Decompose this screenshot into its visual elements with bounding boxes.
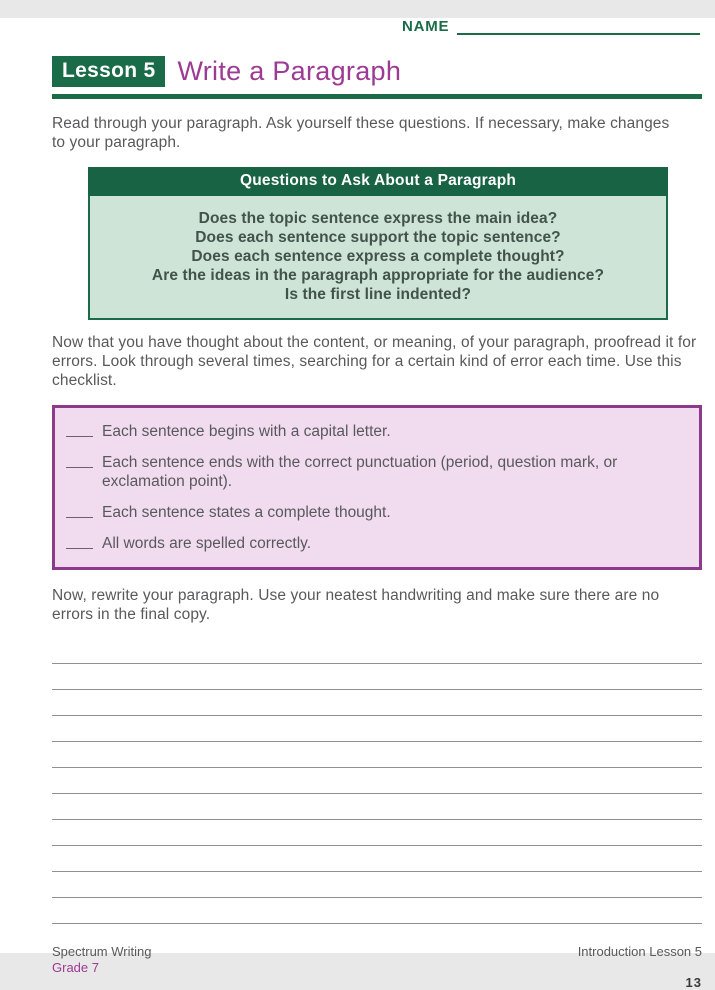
writing-line [52,872,702,898]
writing-line [52,768,702,794]
footer-series: Spectrum Writing [52,944,152,959]
writing-lines-area [52,638,702,924]
writing-line [52,794,702,820]
name-label: NAME [402,18,450,35]
footer-lesson-ref: Introduction Lesson 5 [577,944,702,959]
writing-line [52,898,702,924]
questions-box [88,167,668,320]
page-title: Write a Paragraph [177,56,402,86]
footer-left [52,944,151,990]
lesson-badge: Lesson 5 [52,56,165,87]
checklist-box [52,405,702,570]
writing-line [52,664,702,690]
questions-box-body [88,196,668,320]
question-item: Are the ideas in the paragraph appropriate for the audience? [151,267,605,284]
checklist-item-text: Each sentence states a complete thought. [102,504,391,521]
writing-line [52,742,702,768]
checklist-item-text: All words are spelled correctly. [102,535,312,552]
question-item: Does each sentence express a complete thought? [191,248,565,265]
page-number: 13 [685,975,702,990]
page-footer [52,944,702,990]
checklist-item [66,453,685,491]
writing-line [52,690,702,716]
checklist-item-text: Each sentence begins with a capital letter. [102,423,391,440]
checklist-blank-line [66,503,93,518]
rewrite-paragraph: Now, rewrite your paragraph. Use your neatest handwriting and make sure there are no errors in the final copy. [52,587,660,623]
checklist-item [66,534,685,553]
footer-right [578,944,702,990]
question-item: Is the first line indented? [284,286,472,303]
checklist-blank-line [66,453,93,468]
checklist-item [66,422,685,441]
lesson-header [52,56,702,87]
question-item: Does each sentence support the topic sentence? [195,229,561,246]
page-content [52,56,702,990]
writing-line [52,846,702,872]
checklist-blank-line [66,534,93,549]
checklist-item-text: Each sentence ends with the correct punctuation (period, question mark, or exclamation point). [102,454,618,490]
checklist-item [66,503,685,522]
header-divider-rule [52,94,702,99]
proofread-paragraph: Now that you have thought about the content, or meaning, of your paragraph, proofread it for errors. Look through several times, searching for a certain kind of error each time. Use this checklist. [52,334,697,389]
name-writing-line [457,21,700,35]
writing-line [52,638,702,664]
question-item: Does the topic sentence express the main idea? [198,210,558,227]
intro-paragraph: Read through your paragraph. Ask yourself these questions. If necessary, make changes to your paragraph. [52,115,670,151]
name-row [402,18,700,35]
questions-box-title: Questions to Ask About a Paragraph [88,167,668,196]
footer-grade: Grade 7 [52,960,99,975]
writing-line [52,820,702,846]
workbook-page [0,18,715,990]
writing-line [52,716,702,742]
checklist-blank-line [66,422,93,437]
